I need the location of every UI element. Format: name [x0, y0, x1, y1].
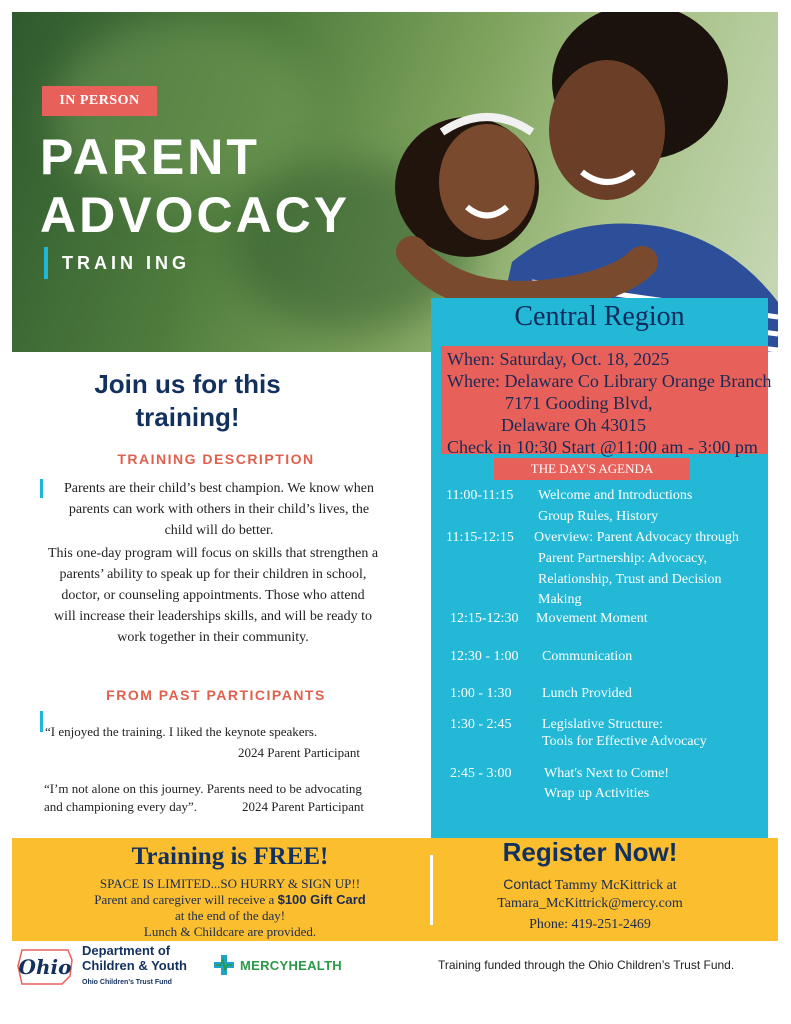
- agenda-time: 12:30 - 1:00: [450, 649, 519, 664]
- agenda-item: Parent Partnership: Advocacy,: [538, 551, 707, 566]
- gift-card-text: [60, 892, 400, 908]
- text-line: doctor, or counseling appointments. Those who attend: [61, 588, 365, 603]
- agenda-item: Making: [538, 592, 582, 607]
- agenda-item: Tools for Effective Advocacy: [542, 734, 707, 749]
- testimonial-2-attribution: 2024 Parent Participant: [242, 799, 365, 814]
- dept-line-2: Children & Youth: [82, 958, 187, 973]
- contact-line: [445, 874, 735, 896]
- description-paragraph-1: [48, 478, 390, 541]
- training-description-heading: TRAINING DESCRIPTION: [117, 451, 315, 467]
- title-line-2: ADVOCACY: [40, 187, 351, 243]
- band-divider: [430, 855, 433, 925]
- title-line-1: PARENT: [40, 129, 260, 185]
- gift-pre: Parent and caregiver will receive a: [94, 892, 278, 907]
- text-line: Parents are their child’s best champion. We know when: [63, 481, 375, 496]
- girl-face: [439, 124, 535, 240]
- page-title: [40, 128, 350, 244]
- space-limited-text: SPACE IS LIMITED...SO HURRY & SIGN UP!!: [99, 876, 361, 891]
- contact-email[interactable]: Tamara_McKittrick@mercy.com: [497, 896, 683, 911]
- event-date: When: Saturday, Oct. 18, 2025: [447, 349, 670, 369]
- dept-line-1: Department of: [82, 943, 171, 958]
- register-now-heading[interactable]: Register Now!: [502, 837, 678, 867]
- gift-card-text-2: at the end of the day!: [174, 908, 286, 923]
- agenda-item: Legislative Structure:: [542, 717, 663, 732]
- ohio-logo-text: Ohio: [18, 955, 72, 979]
- agenda-time: 11:00-11:15: [446, 488, 514, 503]
- mercy-health-logo: MERCYHEALTH: [240, 958, 342, 973]
- event-address-line-2: Delaware Oh 43015: [501, 415, 646, 435]
- join-line-2: training!: [135, 402, 240, 432]
- text-line: work together in their community.: [117, 630, 309, 645]
- text-line: parents’ ability to speak up for their children in school,: [59, 567, 367, 582]
- agenda-item: What's Next to Come!: [544, 766, 669, 781]
- agenda-item: Welcome and Introductions: [538, 488, 693, 503]
- description-paragraph-2: [40, 543, 386, 648]
- text-line: parents can work with others in their child’s lives, the: [68, 502, 370, 517]
- in-person-tag: IN PERSON: [42, 86, 157, 116]
- contact-name: Tammy McKittrick at: [554, 878, 677, 893]
- testimonial-1: “I enjoyed the training. I liked the keynote speakers.: [45, 724, 318, 739]
- page-subtitle: TRAIN ING: [44, 247, 190, 279]
- event-address-line-1: 7171 Gooding Blvd,: [505, 393, 653, 413]
- trust-fund-label: Ohio Children’s Trust Fund: [82, 979, 172, 986]
- agenda-item: Overview: Parent Advocacy through: [534, 530, 739, 545]
- gift-card-amount: $100 Gift Card: [277, 892, 366, 907]
- text-line: will increase their leaderships skills, and will be ready to: [53, 609, 373, 624]
- lunch-text: Lunch & Childcare are provided.: [143, 924, 317, 939]
- agenda-item: Relationship, Trust and Decision: [538, 572, 722, 587]
- testimonial-2-line-1: “I’m not alone on this journey. Parents need to be advocating: [44, 781, 362, 796]
- quote-accent-bar: [40, 711, 43, 732]
- event-location: Where: Delaware Co Library Orange Branch: [447, 371, 772, 391]
- agenda-time: 12:15-12:30: [450, 611, 519, 626]
- testimonial-1-attribution: 2024 Parent Participant: [238, 745, 361, 760]
- agenda-item: Movement Moment: [536, 611, 648, 626]
- agenda-time: 2:45 - 3:00: [450, 766, 512, 781]
- department-name: [82, 943, 187, 973]
- mercy-cross-icon: [212, 953, 236, 977]
- funding-note: Training funded through the Ohio Children’s Trust Fund.: [438, 958, 735, 972]
- past-participants-heading: FROM PAST PARTICIPANTS: [106, 687, 326, 703]
- agenda-time: 1:30 - 2:45: [450, 717, 512, 732]
- free-heading: Training is FREE!: [131, 843, 329, 870]
- agenda-item: Lunch Provided: [542, 686, 632, 701]
- join-line-1: Join us for this: [94, 369, 281, 399]
- ohio-logo-icon: [12, 946, 78, 986]
- agenda-label: THE DAY'S AGENDA: [494, 458, 690, 480]
- agenda-item: Wrap up Activities: [544, 786, 650, 801]
- join-heading: [60, 368, 315, 434]
- testimonial-2-line-2: and championing every day”.: [44, 799, 198, 814]
- agenda-time: 1:00 - 1:30: [450, 686, 512, 701]
- text-line: child will do better.: [164, 523, 274, 538]
- text-line: This one-day program will focus on skills that strengthen a: [47, 546, 379, 561]
- contact-label: Contact: [503, 876, 552, 892]
- contact-phone: Phone: 419-251-2469: [529, 917, 651, 932]
- quote-accent-bar: [40, 479, 43, 498]
- agenda-item: Communication: [542, 649, 633, 664]
- agenda-time: 11:15-12:15: [446, 530, 514, 545]
- agenda-item: Group Rules, History: [538, 509, 659, 524]
- event-time: Check in 10:30 Start @11:00 am - 3:00 pm: [447, 437, 758, 457]
- region-title: Central Region: [514, 301, 685, 332]
